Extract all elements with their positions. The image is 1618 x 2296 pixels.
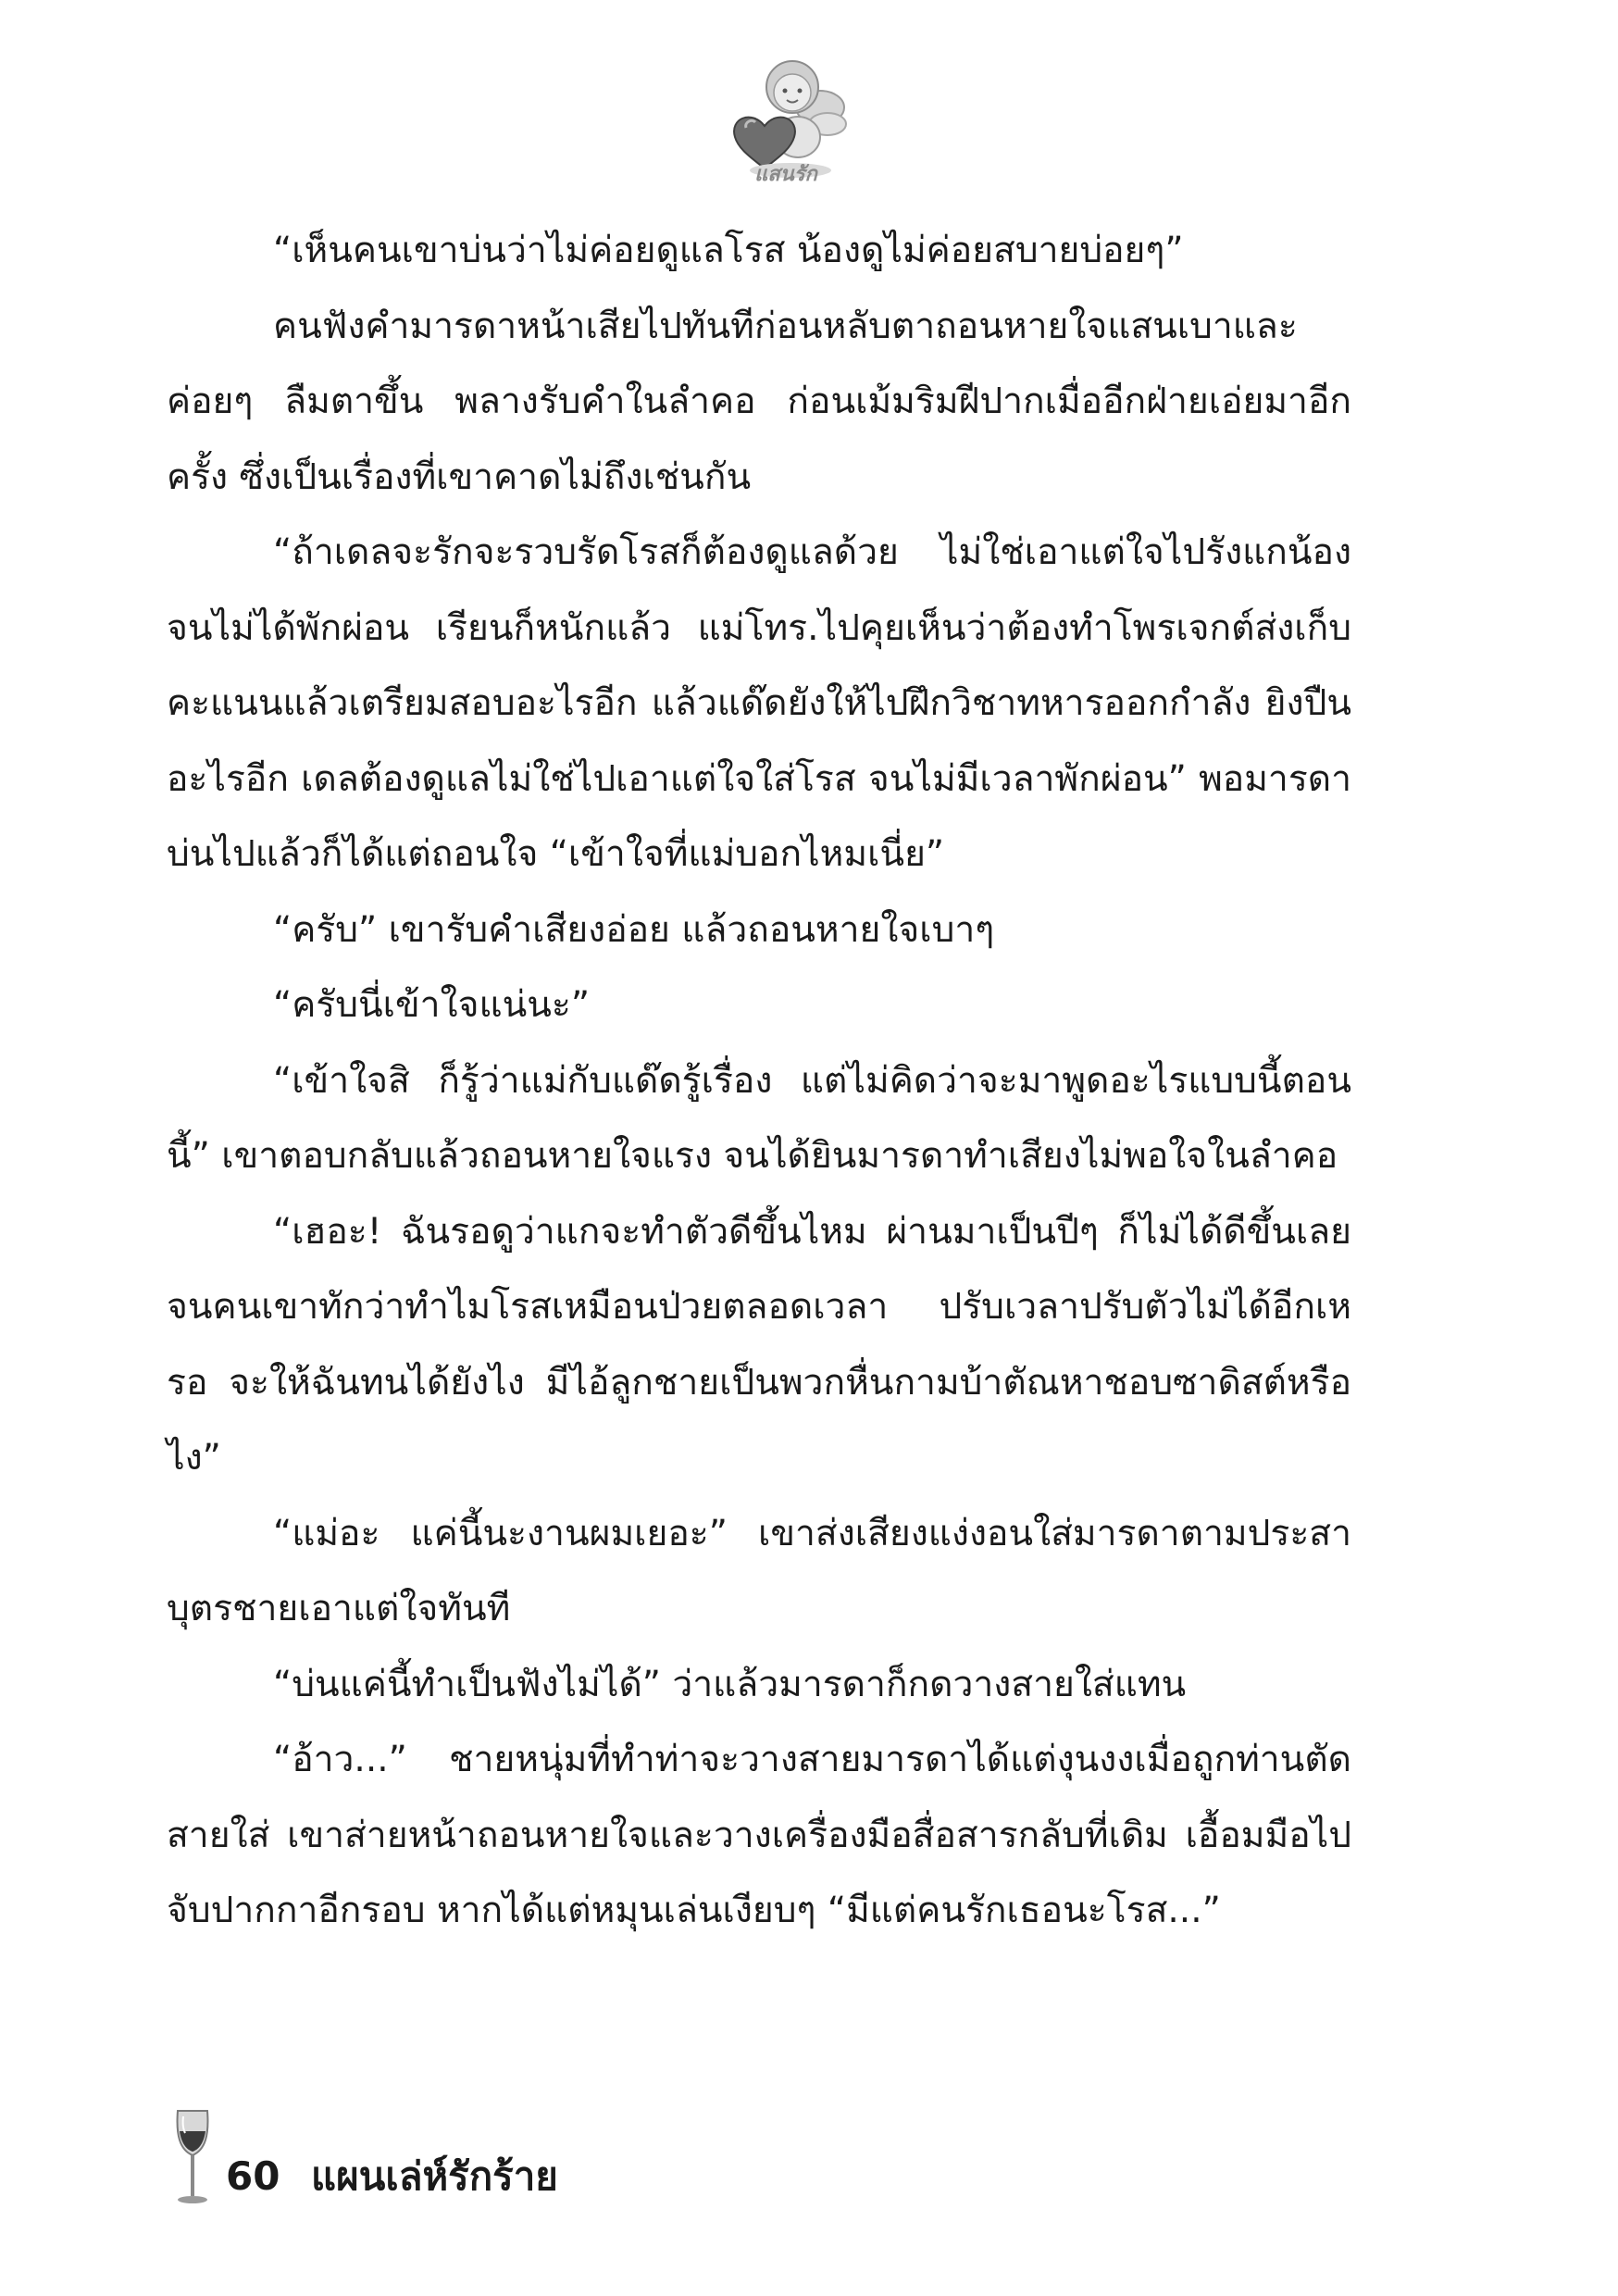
paragraph: “ครับนี่เข้าใจแน่นะ”: [273, 984, 591, 1026]
paragraph: “ถ้าเดลจะรักจะรวบรัดโรสก็ต้องดูแลด้วย ไม่ใช่เอาแต่ใจไปรังแกน้องจนไม่ได้พักผ่อน เรียนก็หนักแล้ว แม่โทร.ไปคุยเห็นว่าต้องทำโพรเจกต์ส่งเก็บคะแนนแล้วเตรียมสอบอะไรอีก แล้วแด๊ดยังให้ไปฝึกวิชาทหารออกกำลัง ยิงปืนอะไรอีก เดลต้องดูแลไม่ใช่ไปเอาแต่ใจใส่โรส จนไม่มีเวลาพักผ่อน” พอมารดาบ่นไปแล้วก็ได้แต่ถอนใจ “เข้าใจที่แม่บอกไหมเนี่ย”: [167, 531, 1351, 875]
chapter-body: [167, 213, 1351, 1949]
wine-glass-icon: [172, 2107, 213, 2209]
book-title: แผนเล่ห์รักร้าย: [311, 2153, 558, 2199]
paragraph: “ครับ” เขารับคำเสียงอ่อย แล้วถอนหายใจเบาๆ: [273, 908, 995, 951]
page-number: 60: [226, 2153, 280, 2199]
paragraph: “บ่นแค่นี้ทำเป็นฟังไม่ได้” ว่าแล้วมารดาก็กดวางสายใส่แทน: [273, 1663, 1187, 1705]
paragraph: คนฟังคำมารดาหน้าเสียไปทันทีก่อนหลับตาถอนหายใจแสนเบาและค่อยๆ ลืมตาขึ้น พลางรับคำในลำคอ ก่อนเม้มริมฝีปากเมื่ออีกฝ่ายเอ่ยมาอีกครั้ง ซึ่งเป็นเรื่องที่เขาคาดไม่ถึงเช่นกัน: [167, 305, 1351, 498]
page-footer: [172, 2107, 728, 2209]
paragraph: “เห็นคนเขาบ่นว่าไม่ค่อยดูแลโรส น้องดูไม่ค่อยสบายบ่อยๆ”: [273, 230, 1184, 271]
paragraph: “อ้าว...” ชายหนุ่มที่ทำท่าจะวางสายมารดาได้แต่งุนงงเมื่อถูกท่านตัดสายใส่ เขาส่ายหน้าถอนหายใจและวางเครื่องมือสื่อสารกลับที่เดิม เอื้อมมือไปจับปากกาอีกรอบ หากได้แต่หมุนเล่นเงียบๆ “มีแต่คนรักเธอนะโรส...”: [167, 1739, 1351, 1931]
paragraph: “แม่อะ แค่นี้นะงานผมเยอะ” เขาส่งเสียงแง่งอนใส่มารดาตามประสาบุตรชายเอาแต่ใจทันที: [167, 1512, 1351, 1629]
logo-text: แสนรัก: [754, 163, 817, 186]
publisher-logo: [716, 52, 855, 191]
paragraph: “เฮอะ! ฉันรอดูว่าแกจะทำตัวดีขึ้นไหม ผ่านมาเป็นปีๆ ก็ไม่ได้ดีขึ้นเลย จนคนเขาทักว่าทำไมโรสเหมือนป่วยตลอดเวลา ปรับเวลาปรับตัวไม่ได้อีกเหรอ จะให้ฉันทนได้ยังไง มีไอ้ลูกชายเป็นพวกหื่นกามบ้าตัณหาชอบซาดิสต์หรือไง”: [167, 1210, 1351, 1479]
paragraph: “เข้าใจสิ ก็รู้ว่าแม่กับแด๊ดรู้เรื่อง แต่ไม่คิดว่าจะมาพูดอะไรแบบนี้ตอนนี้” เขาตอบกลับแล้วถอนหายใจแรง จนได้ยินมารดาทำเสียงไม่พอใจในลำคอ: [167, 1059, 1351, 1177]
